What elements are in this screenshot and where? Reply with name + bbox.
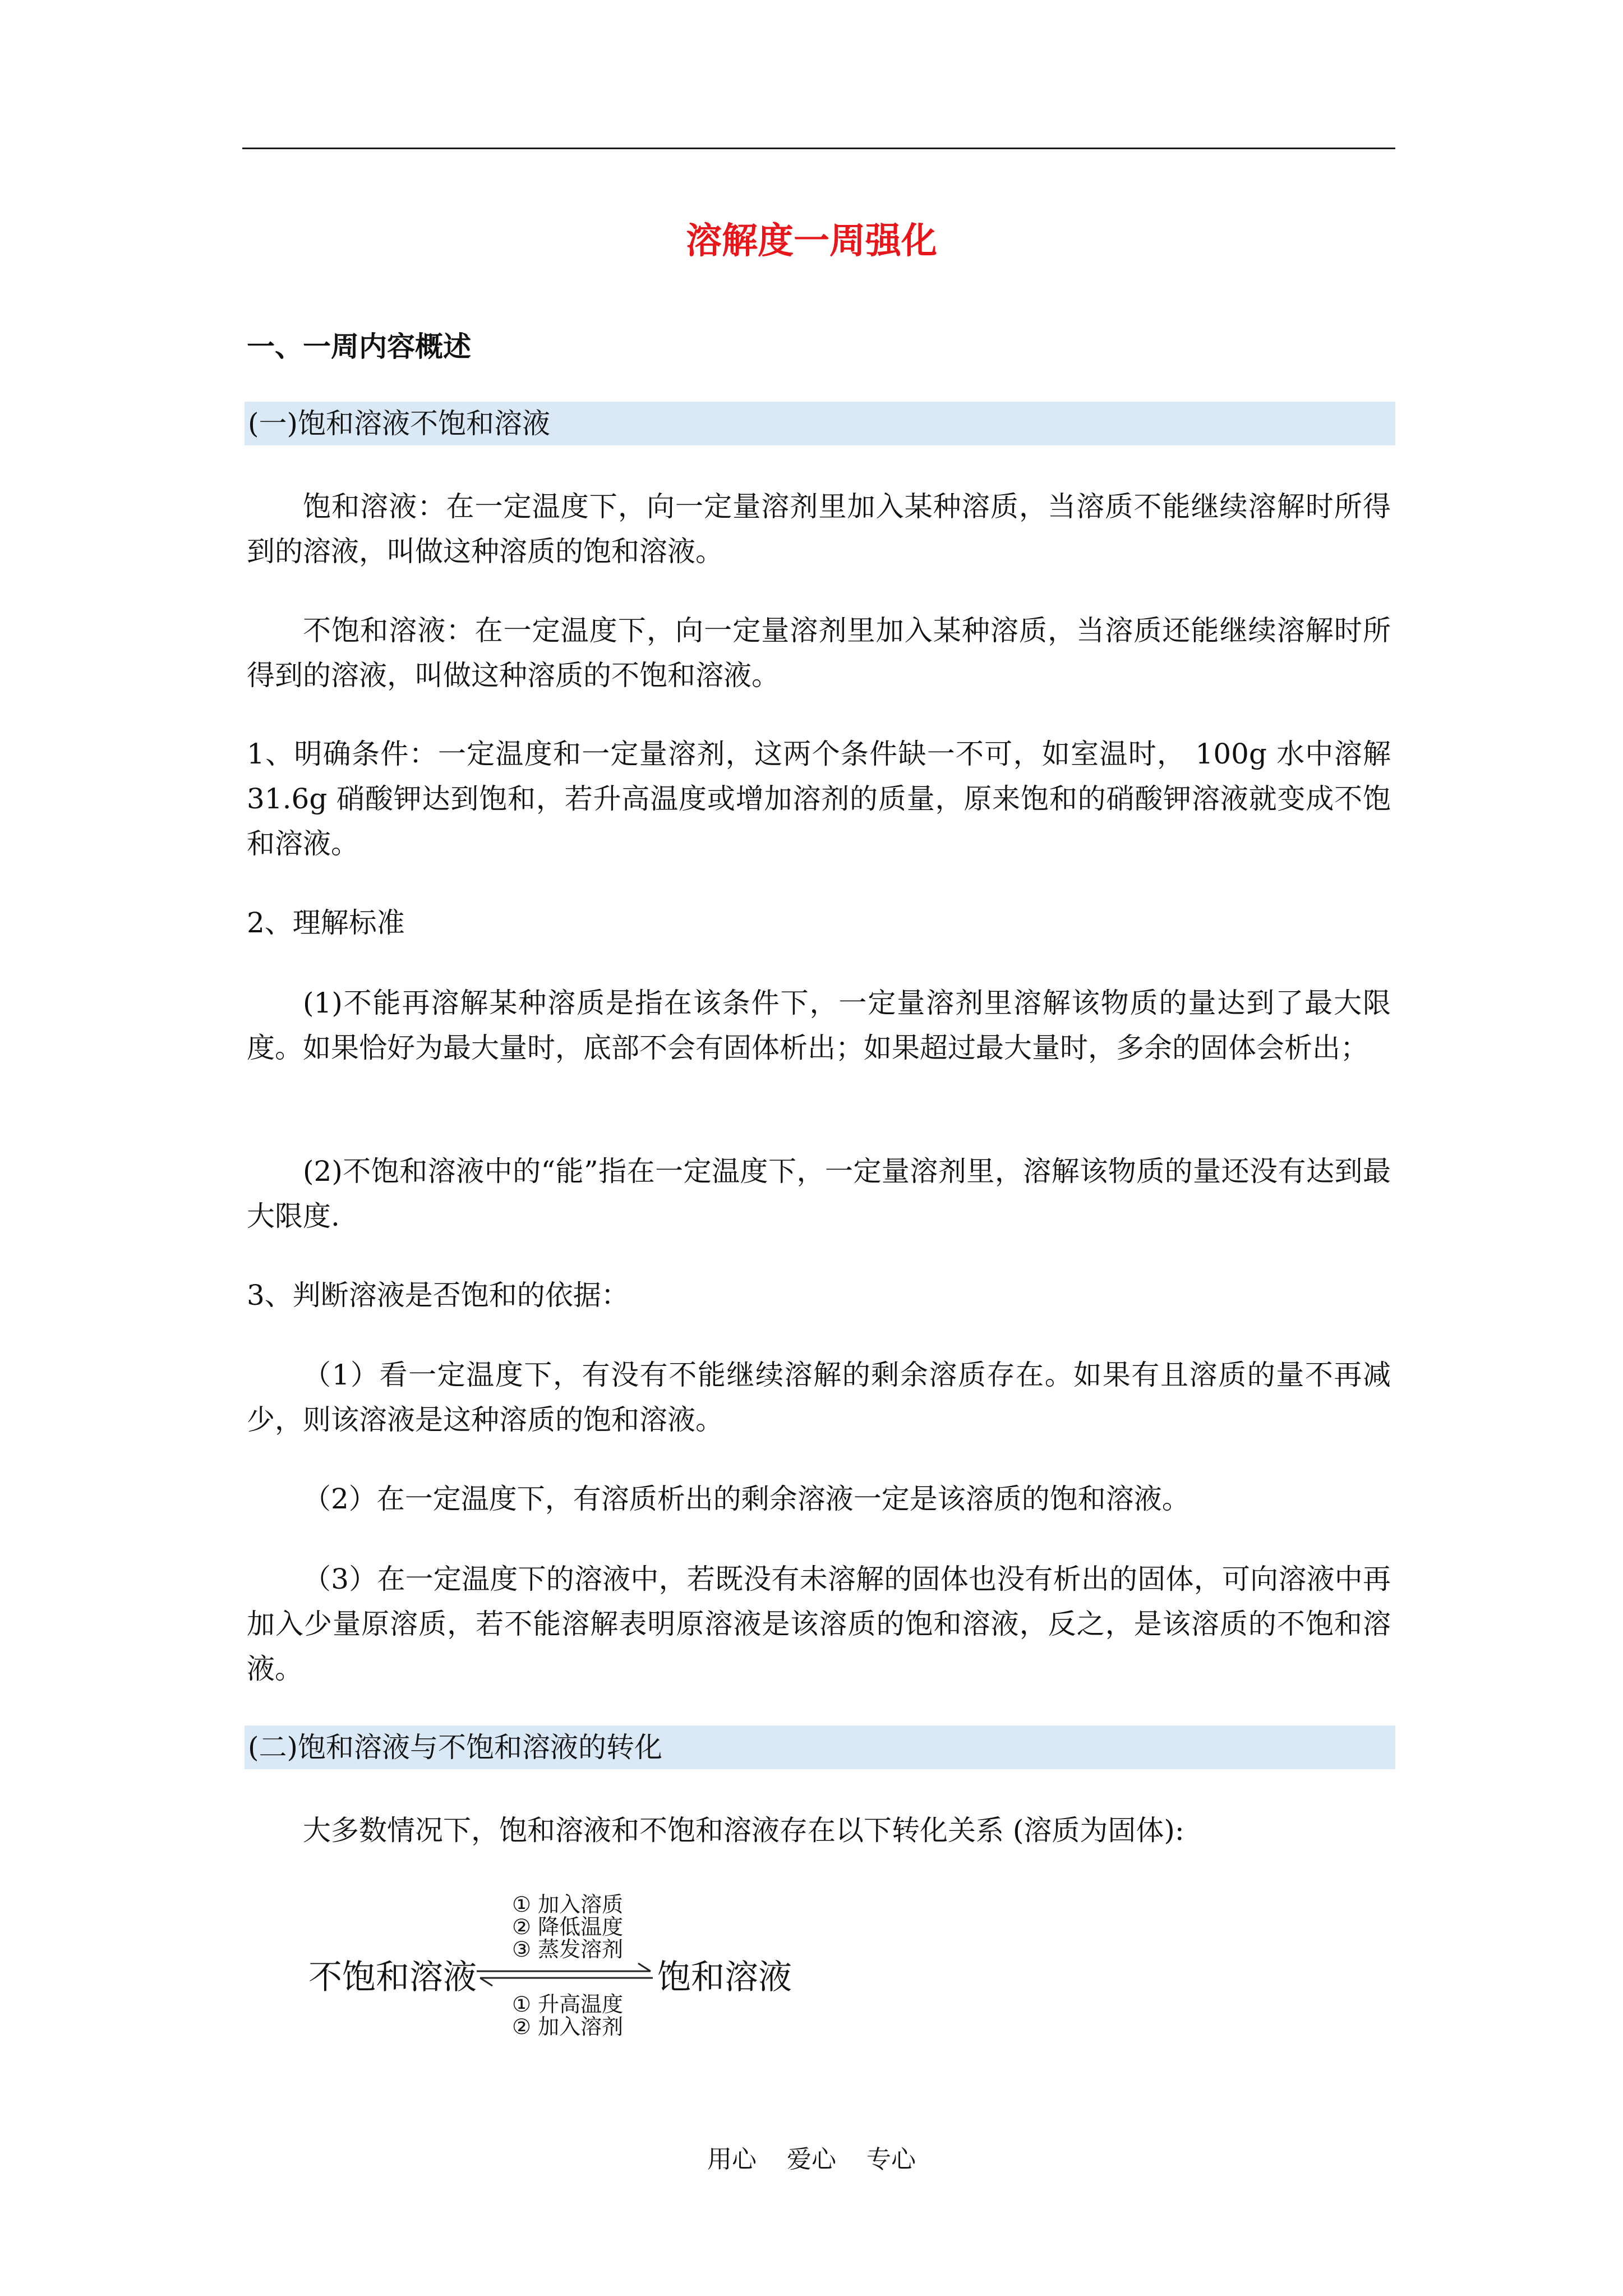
forward-condition-1: ① 加入溶质 xyxy=(512,1892,624,1917)
paragraph-unsaturated-definition: 不饱和溶液：在一定温度下，向一定量溶剂里加入某种溶质，当溶质还能继续溶解时所得到的溶液，叫做这种溶质的不饱和溶液。 xyxy=(247,614,1391,692)
paragraph-conversion-intro: 大多数情况下，饱和溶液和不饱和溶液存在以下转化关系 (溶质为固体): xyxy=(303,1814,1184,1847)
subsection-band-1 xyxy=(245,402,1395,445)
paragraph-point-3-2: （2）在一定温度下，有溶质析出的剩余溶液一定是该溶质的饱和溶液。 xyxy=(303,1483,1190,1515)
diagram-left-label: 不饱和溶液 xyxy=(308,1958,477,1997)
subsection-heading-1: (一)饱和溶液不饱和溶液 xyxy=(248,407,551,440)
backward-condition-2: ② 加入溶剂 xyxy=(512,2014,624,2039)
paragraph-point-1: 1、明确条件：一定温度和一定量溶剂，这两个条件缺一不可，如室温时， 100g 水中溶解 31.6g 硝酸钾达到饱和，若升高温度或增加溶剂的质量，原来饱和的硝酸钾溶液就变成不饱和溶液。 xyxy=(247,738,1391,860)
reversible-arrows xyxy=(476,1958,655,1991)
forward-condition-3: ③ 蒸发溶剂 xyxy=(512,1937,624,1962)
subsection-band-2 xyxy=(245,1726,1395,1769)
paragraph-point-3-1: （1）看一定温度下，有没有不能继续溶解的剩余溶质存在。如果有且溶质的量不再减少，则该溶液是这种溶质的饱和溶液。 xyxy=(247,1359,1391,1436)
subsection-heading-2: (二)饱和溶液与不饱和溶液的转化 xyxy=(248,1731,663,1764)
paragraph-point-2-1: (1)不能再溶解某种溶质是指在该条件下，一定量溶剂里溶解该物质的量达到了最大限度。如果恰好为最大量时，底部不会有固体析出；如果超过最大量时，多余的固体会析出； xyxy=(247,987,1391,1064)
backward-condition-1: ① 升高温度 xyxy=(512,1992,624,2017)
section-heading: 一、一周内容概述 xyxy=(247,330,471,363)
paragraph-point-2-2: (2)不饱和溶液中的“能”指在一定温度下，一定量溶剂里，溶解该物质的量还没有达到最大限度. xyxy=(247,1155,1391,1232)
forward-arrow-head xyxy=(638,1963,651,1971)
page-footer: 用心 爱心 专心 xyxy=(707,2145,916,2174)
header-rule xyxy=(242,148,1395,149)
paragraph-saturated-definition: 饱和溶液：在一定温度下，向一定量溶剂里加入某种溶质，当溶质不能继续溶解时所得到的溶液，叫做这种溶质的饱和溶液。 xyxy=(247,490,1391,568)
conversion-diagram xyxy=(308,1893,813,2050)
forward-condition-2: ② 降低温度 xyxy=(512,1915,624,1939)
paragraph-point-2: 2、理解标准 xyxy=(247,907,405,939)
diagram-right-label: 饱和溶液 xyxy=(657,1958,792,1997)
backward-arrow-head xyxy=(480,1978,492,1986)
page-title: 溶解度一周强化 xyxy=(686,220,937,262)
paragraph-point-3-3: （3）在一定温度下的溶液中，若既没有未溶解的固体也没有析出的固体，可向溶液中再加入少量原溶质，若不能溶解表明原溶液是该溶质的饱和溶液，反之，是该溶质的不饱和溶液。 xyxy=(247,1563,1391,1685)
paragraph-point-3: 3、判断溶液是否饱和的依据： xyxy=(247,1279,629,1312)
